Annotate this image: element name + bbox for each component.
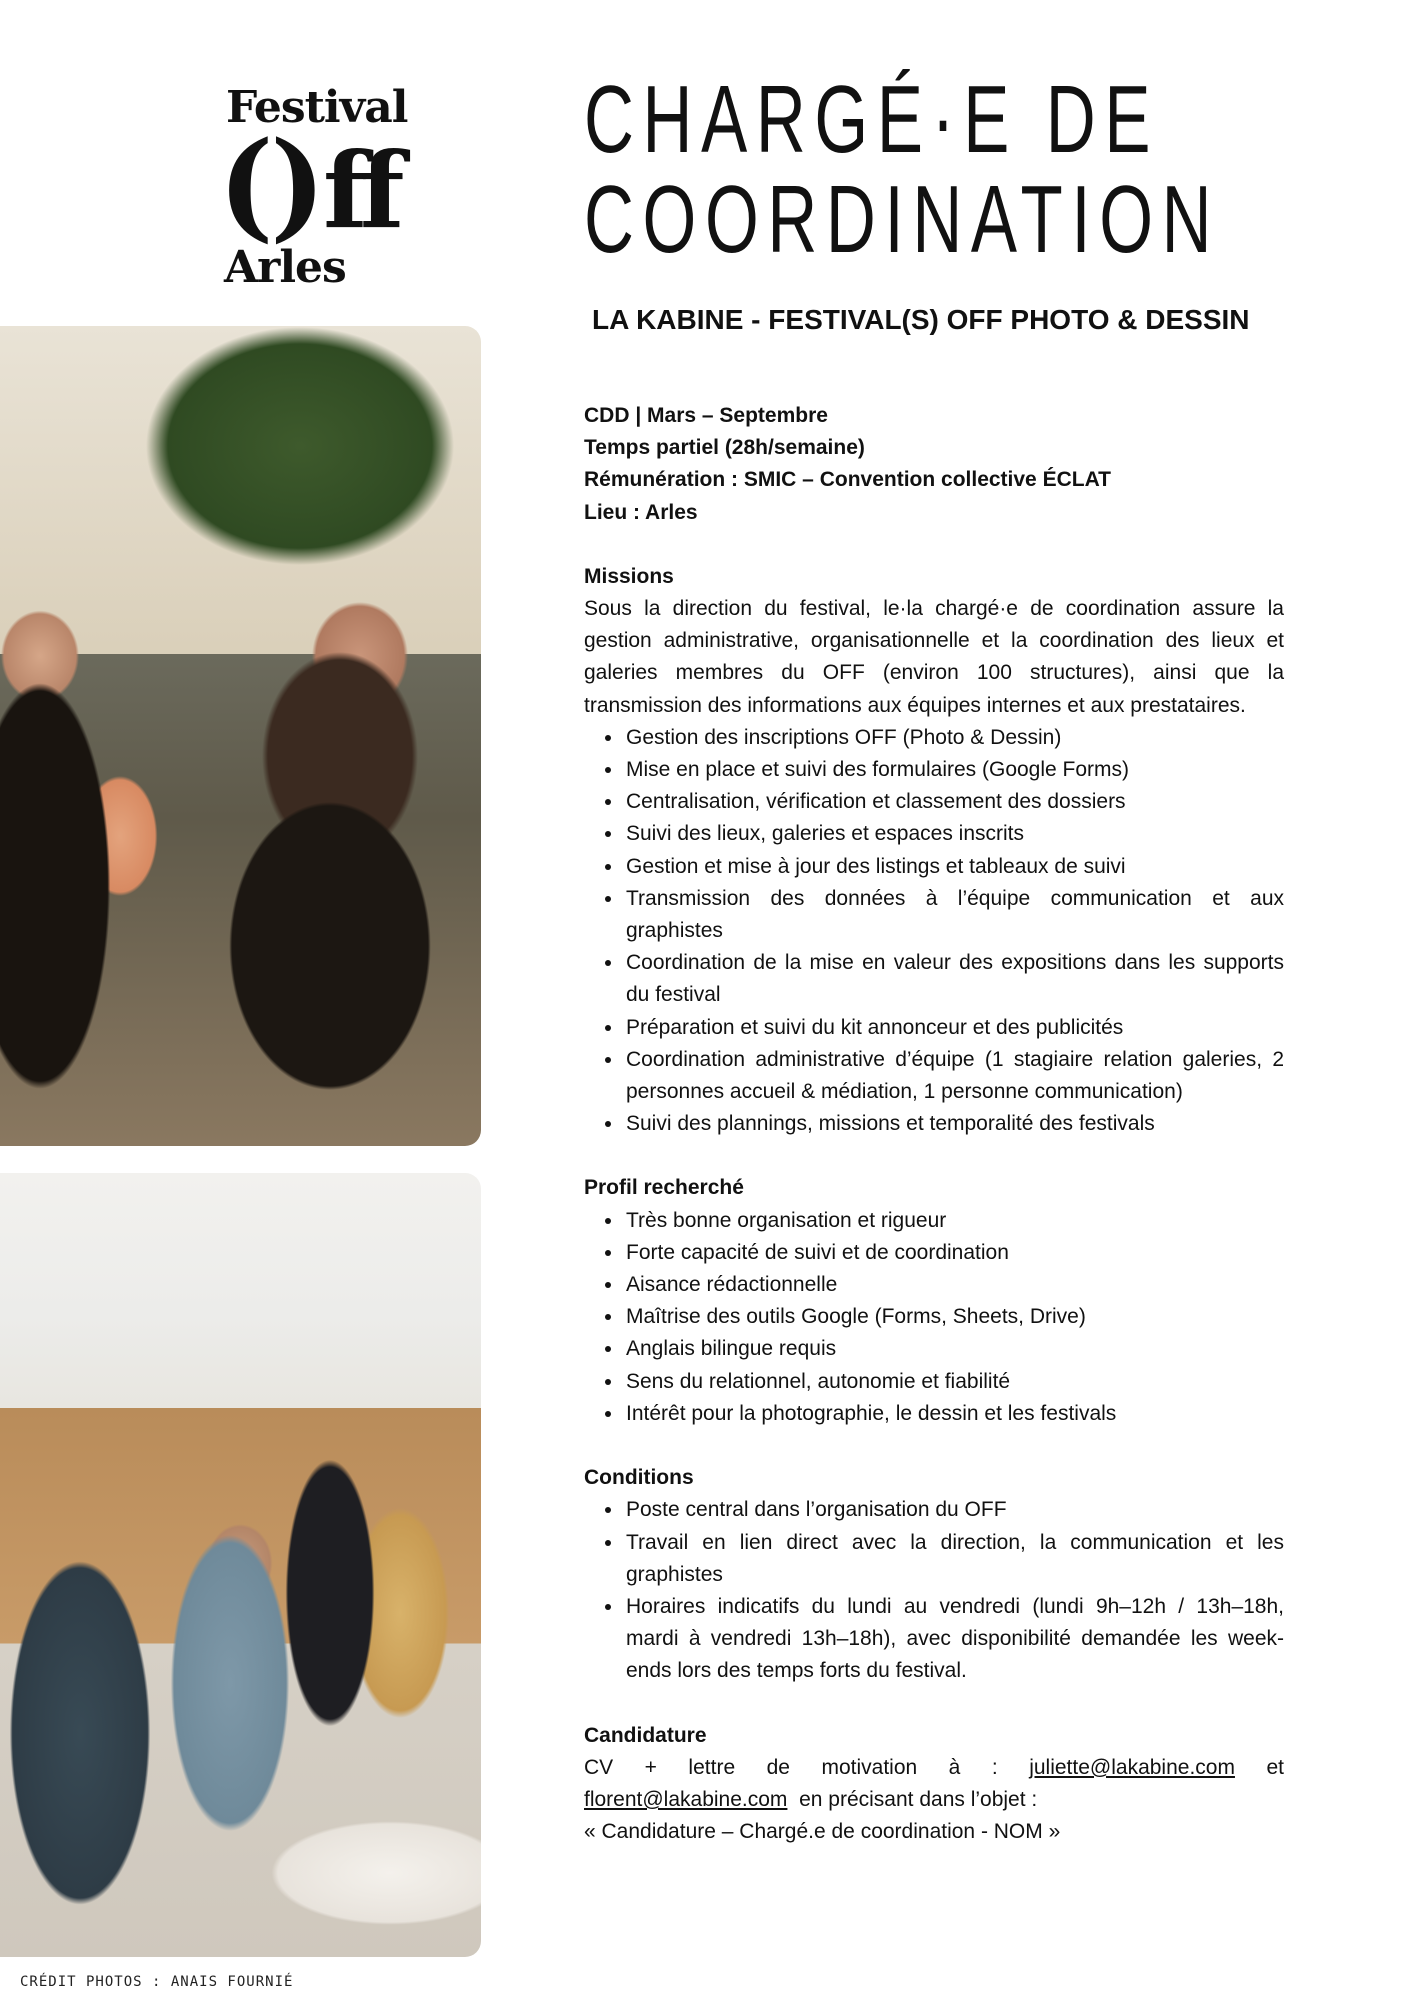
salary: Rémunération : SMIC – Convention collective ÉCLAT [584,468,1112,492]
list-item: • Gestion et mise à jour des listings et tableaux de suivi [624,851,1284,883]
application-conjunction: et [1266,1755,1284,1779]
contract-type: CDD | Mars – Septembre [584,404,828,427]
list-item: • Forte capacité de suivi et de coordination [624,1237,1284,1269]
missions-heading: Missions [584,564,674,588]
list-item: • Travail en lien direct avec la direction, la communication et les graphistes [624,1527,1284,1591]
list-item: • Mise en place et suivi des formulaires (Google Forms) [624,754,1284,786]
logo-off-mark [218,115,478,256]
list-item: • Maîtrise des outils Google (Forms, Sheets, Drive) [624,1301,1284,1333]
application-line-2 [584,1784,1284,1816]
conditions-list [584,1494,1284,1687]
list-item: • Aisance rédactionnelle [624,1269,1284,1301]
photo-credit: CRÉDIT PHOTOS : ANAIS FOURNIÉ [20,1974,294,1990]
list-item: • Préparation et suivi du kit annonceur et des publicités [624,1012,1284,1044]
application-instructions: CV + lettre de motivation à : [584,1755,998,1779]
list-item: • Suivi des plannings, missions et temporalité des festivals [624,1108,1284,1140]
page-title-line-1: CHARGÉ·E DE [584,66,1160,173]
missions-list [584,722,1284,1141]
conditions-heading: Conditions [584,1466,694,1490]
application-heading: Candidature [584,1723,707,1747]
conditions-section [584,1462,1284,1687]
email-link-florent[interactable]: florent@lakabine.com [584,1787,788,1811]
list-item: • Coordination de la mise en valeur des expositions dans les supports du festival [624,947,1284,1011]
profile-section [584,1172,1284,1430]
list-item: • Sens du relationnel, autonomie et fiabilité [624,1366,1284,1398]
application-section [584,1720,1284,1849]
working-time: Temps partiel (28h/semaine) [584,436,865,460]
logo-paren-open: ( [218,115,274,254]
missions-section [584,561,1284,1141]
logo-text-arles: Arles [224,242,346,293]
application-subject: « Candidature – Chargé.e de coordination - NOM » [584,1820,1061,1844]
festival-crowd-photo [0,326,481,1146]
list-item: • Intérêt pour la photographie, le dessin et les festivals [624,1398,1284,1430]
profile-list [584,1205,1284,1430]
list-item: • Suivi des lieux, galeries et espaces inscrits [624,818,1284,850]
location: Lieu : Arles [584,500,698,524]
list-item: • Gestion des inscriptions OFF (Photo & Dessin) [624,722,1284,754]
logo-paren-close: ) [270,115,326,254]
list-item: • Transmission des données à l’équipe communication et aux graphistes [624,883,1284,947]
job-meta [584,400,1284,529]
application-subject-instructions: en précisant dans l’objet : [799,1787,1038,1811]
list-item: • Coordination administrative d’équipe (1 stagiaire relation galeries, 2 personnes accueil & médiation, 1 personne communication) [624,1044,1284,1108]
list-item: • Centralisation, vérification et classement des dossiers [624,786,1284,818]
page-title [584,66,1232,273]
page-subtitle: LA KABINE - FESTIVAL(S) OFF PHOTO & DESSIN [592,304,1250,335]
job-description [584,400,1284,1848]
application-line-1 [584,1752,1284,1784]
logo-text-ff: ff [323,129,397,252]
profile-heading: Profil recherché [584,1176,744,1200]
list-item: • Très bonne organisation et rigueur [624,1205,1284,1237]
list-item: • Horaires indicatifs du lundi au vendredi (lundi 9h–12h / 13h–18h, mardi à vendredi 13h–18h), avec disponibilité demandée les week-ends lors des temps forts du festival. [624,1591,1284,1688]
page-title-line-2: COORDINATION [584,166,1221,273]
festival-off-arles-logo [218,82,478,292]
logo-text-festival: Festival [226,82,408,133]
list-item: • Poste central dans l’organisation du OFF [624,1494,1284,1526]
list-item: • Anglais bilingue requis [624,1333,1284,1365]
missions-intro: Sous la direction du festival, le·la chargé·e de coordination assure la gestion administrative, organisationnelle et la coordination des lieux et galeries membres du OFF (environ 100 structures), ainsi que la transmission des informations aux équipes internes et aux prestataires. [584,597,1284,717]
email-link-juliette[interactable]: juliette@lakabine.com [1029,1755,1235,1779]
gallery-visitors-photo [0,1173,481,1957]
